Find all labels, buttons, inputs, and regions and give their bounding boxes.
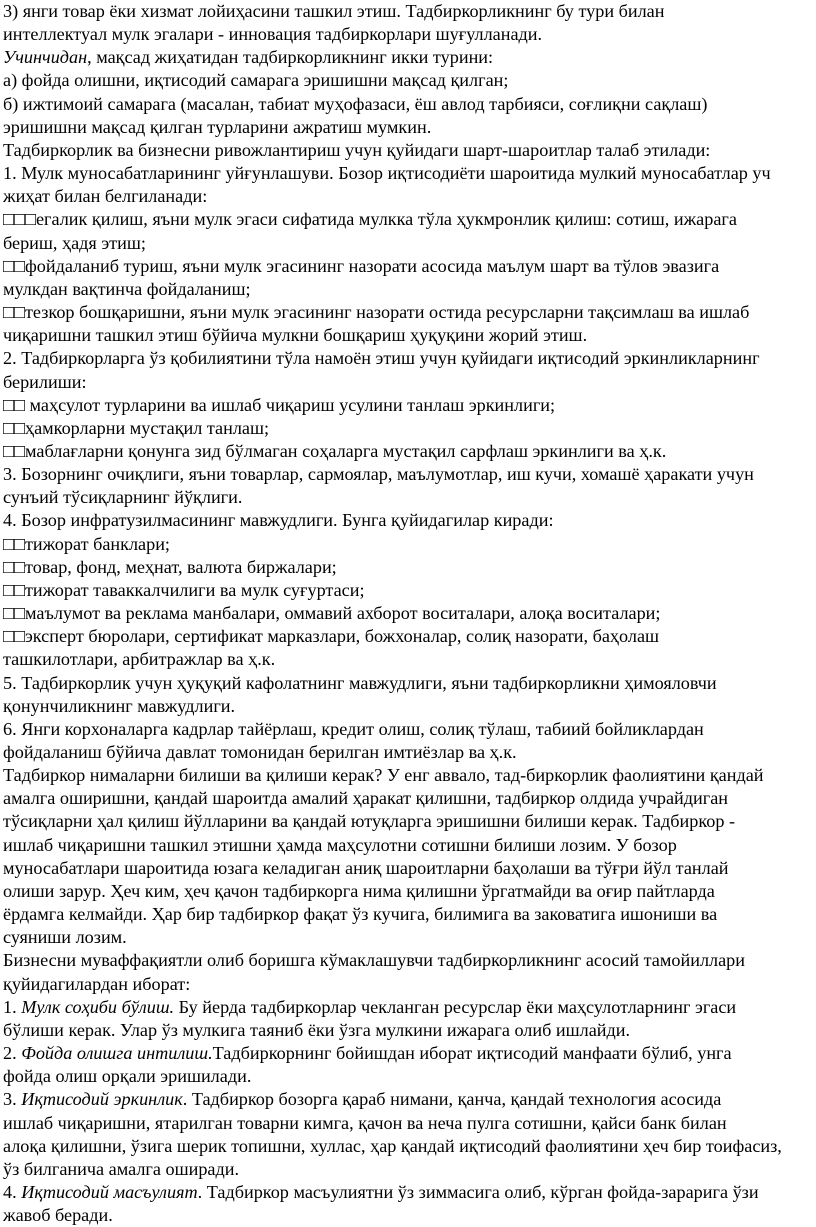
missing-glyph-icon: □□ [3,302,25,323]
text-line: бўлиши керак. Улар ўз мулкига таяниб ёки ўзга мулкини ижарага олиб ишлайди. [3,1019,631,1040]
text-line: 3) янги товар ёки хизмат лойиҳасини ташкил этиш. Тадбиркорликнинг бу тури билан [3,1,665,21]
text-line: жавоб беради. [3,1205,113,1226]
text-line: ишлаб чиқаришни ташкил этишни ҳамда маҳсулотни сотишни билиши лозим. У бозор [3,834,677,855]
bullet-line [3,208,813,231]
text-fragment: фойдаланиб туриш, яъни мулк эгасининг назорати асосида маълум шарт ва тўлов эвазига [24,255,720,276]
italic-lead: Учинчидан [3,47,88,68]
text-fragment: ҳамкорларни мустақил танлаш; [24,417,270,438]
text-line: муносабатлари шароитида юзага келадиган аниқ шароитларни баҳолаши ва тўғри йўл танлай [3,857,729,878]
bullet-line [3,301,813,324]
text-line: ёрдамга келмайди. Ҳар бир тадбиркор фақат ўз кучига, билимига ва заковатига ишониши ва [3,904,718,925]
text-line: фойда олиш орқали эришилади. [3,1066,252,1087]
principle-title: Фойда олишга интилиш. [21,1043,213,1064]
text-fragment: . Тадбиркор бозорга қараб нимани, қанча, қандай технология асосида [182,1089,722,1110]
principle-line [3,1181,813,1204]
text-fragment: . Тадбиркор масъулиятни ўз зиммасига олиб, кўрган фойда-зарарига ўзи [197,1181,759,1202]
missing-glyph-icon: □□ [3,603,25,624]
text-line: жиҳат билан белгиланади: [3,186,208,207]
principle-number: 4. [3,1181,17,1202]
text-line: сунъий тўсиқларнинг йўқлиги. [3,487,243,508]
bullet-line [3,533,813,556]
principle-line [3,1088,813,1111]
bullet-line [3,556,813,579]
text-fragment: Тадбиркорнинг бойишдан иборат иқтисодий манфаати бўлиб, унга [212,1043,732,1064]
principle-title: Мулк соҳиби бўлиш. [21,996,175,1017]
bullet-line [3,255,813,278]
text-fragment: , мақсад жиҳатидан тадбиркорликнинг икки турини: [87,47,494,68]
text-line: ташкилотлари, арбитражлар ва ҳ.к. [3,649,276,670]
principle-number: 1. [3,996,17,1017]
text-line: олиши зарур. Ҳеч ким, ҳеч қачон тадбиркорга нима қилишни ўргатмайди ва оғир пайтларда [3,880,715,901]
text-line: 1. Мулк муносабатларининг уйғунлашуви. Бозор иқтисодиёти шароитида мулкий муносабатлар уч [3,163,771,184]
text-line: 4. Бозор инфратузилмасининг мавжудлиги. Бунга қуйидагилар киради: [3,510,554,531]
text-fragment: тижорат банклари; [24,533,170,554]
text-fragment: тижорат таваккалчилиги ва мулк суғуртаси; [24,579,365,600]
text-line: амалга оширишни, қандай шароитда амалий ҳаракат қилишни, тадбиркор олдида учрайдиган [3,788,729,809]
principle-line [3,1042,813,1065]
text-line: чиқаришни ташкил этиш бўйича мулкни бошқариш ҳуқуқини жорий этиш. [3,325,588,346]
missing-glyph-icon: □□ [3,394,25,415]
missing-glyph-icon: □□ [3,255,25,276]
principle-number: 2. [3,1043,17,1064]
text-line: ишлаб чиқаришни, ятарилган товарни кимга, қачон ва неча пулга сотишни, қайси банк билан [3,1112,727,1133]
principle-title: Иқтисодий масъулият [21,1181,198,1202]
text-fragment: товар, фонд, меҳнат, валюта биржалари; [24,556,337,577]
text-line: а) фойда олишни, иқтисодий самарага эришишни мақсад қилган; [3,70,509,91]
text-line: бериш, ҳадя этиш; [3,232,146,253]
text-line: 2. Тадбиркорларга ўз қобилиятини тўла намоён этиш учун қуйидаги иқтисодий эркинликларнинг [3,348,760,369]
text-line: алоқа қилишни, ўзига шерик топишни, хуллас, ҳар қандай иқтисодий фаолиятини ҳеч бир тоифасиз, [3,1135,782,1156]
bullet-line [3,602,813,625]
text-fragment: маълумот ва реклама манбалари, оммавий ахборот воситалари, алоқа воситалари; [24,603,661,624]
text-line: фойдаланиш бўйича давлат томонидан берилган имтиёзлар ва ҳ.к. [3,742,517,762]
text-line: мулкдан вақтинча фойдаланиш; [3,278,251,299]
text-fragment: eгалик қилиш, яъни мулк эгаси сифатида мулкка тўла ҳукмронлик қилиш: сотиш, ижарага [35,209,737,230]
text-fragment: маблағларни қонунга зид бўлмаган соҳаларга мустақил сарфлаш эркинлиги ва ҳ.к. [24,440,667,461]
bullet-line [3,440,813,463]
missing-glyph-icon: □□ [3,626,25,647]
text-line: Тадбиркор нималарни билиши ва қилиши керак? У енг аввало, тад-биркорлик фаолиятини қандай [3,765,764,786]
text-line: эришишни мақсад қилган турларини ажратиш мумкин. [3,116,432,137]
bullet-line [3,579,813,602]
missing-glyph-icon: □□ [3,417,25,438]
text-fragment: Бу йерда тадбиркорлар чекланган ресурслар ёки маҳсулотларнинг эгаси [178,996,737,1017]
bullet-line [3,394,813,417]
text-line: интеллектуал мулк эгалари - инновация тадбиркорлари шуғулланади. [3,24,543,45]
bullet-line [3,625,813,648]
text-line [3,46,813,69]
text-line: берилиши: [3,371,87,392]
text-line: 3. Бозорнинг очиқлиги, яъни товарлар, сармоялар, маълумотлар, иш кучи, хомашё ҳаракати учун [3,464,754,485]
missing-glyph-icon: □□□ [3,209,36,230]
text-line: ўз билганича амалга оширади. [3,1158,240,1179]
text-line: тўсиқларни ҳал қилиш йўлларини ва қандай ютуқларга эришишни билиши керак. Тадбиркор - [3,811,736,832]
text-line: қуйидагилардан иборат: [3,973,191,994]
text-line: суяниши лозим. [3,927,127,948]
text-line: 5. Тадбиркорлик учун ҳуқуқий кафолатнинг мавжудлиги, яъни тадбиркорликни ҳимояловчи [3,672,717,693]
missing-glyph-icon: □□ [3,440,25,461]
principle-title: Иқтисодий эркинлик [21,1089,183,1110]
text-line: б) ижтимоий самарага (масалан, табиат муҳофазаси, ёш авлод тарбияси, соғлиқни сақлаш) [3,93,708,114]
missing-glyph-icon: □□ [3,533,25,554]
text-line: Тадбиркорлик ва бизнесни ривожлантириш учун қуйидаги шарт-шароитлар талаб этилади: [3,139,711,160]
text-fragment: маҳсулот турларини ва ишлаб чиқариш усулини танлаш эркинлиги; [24,394,556,415]
missing-glyph-icon: □□ [3,579,25,600]
missing-glyph-icon: □□ [3,556,25,577]
text-fragment: тезкор бошқаришни, яъни мулк эгасининг назорати остида ресурсларни тақсимлаш ва ишлаб [24,302,750,323]
bullet-line [3,417,813,440]
text-line: 6. Янги корхоналарга кадрлар тайёрлаш, кредит олиш, солиқ тўлаш, табиий бойликлардан [3,718,704,739]
principle-line [3,996,813,1019]
text-line: қонунчиликнинг мавжудлиги. [3,695,236,716]
text-line: Бизнесни муваффақиятли олиб боришга кўмаклашувчи тадбиркорликнинг асосий тамойиллари [3,950,745,971]
principle-number: 3. [3,1089,17,1110]
text-fragment: эксперт бюролари, сертификат марказлари, божхоналар, солиқ назорати, баҳолаш [24,626,660,647]
